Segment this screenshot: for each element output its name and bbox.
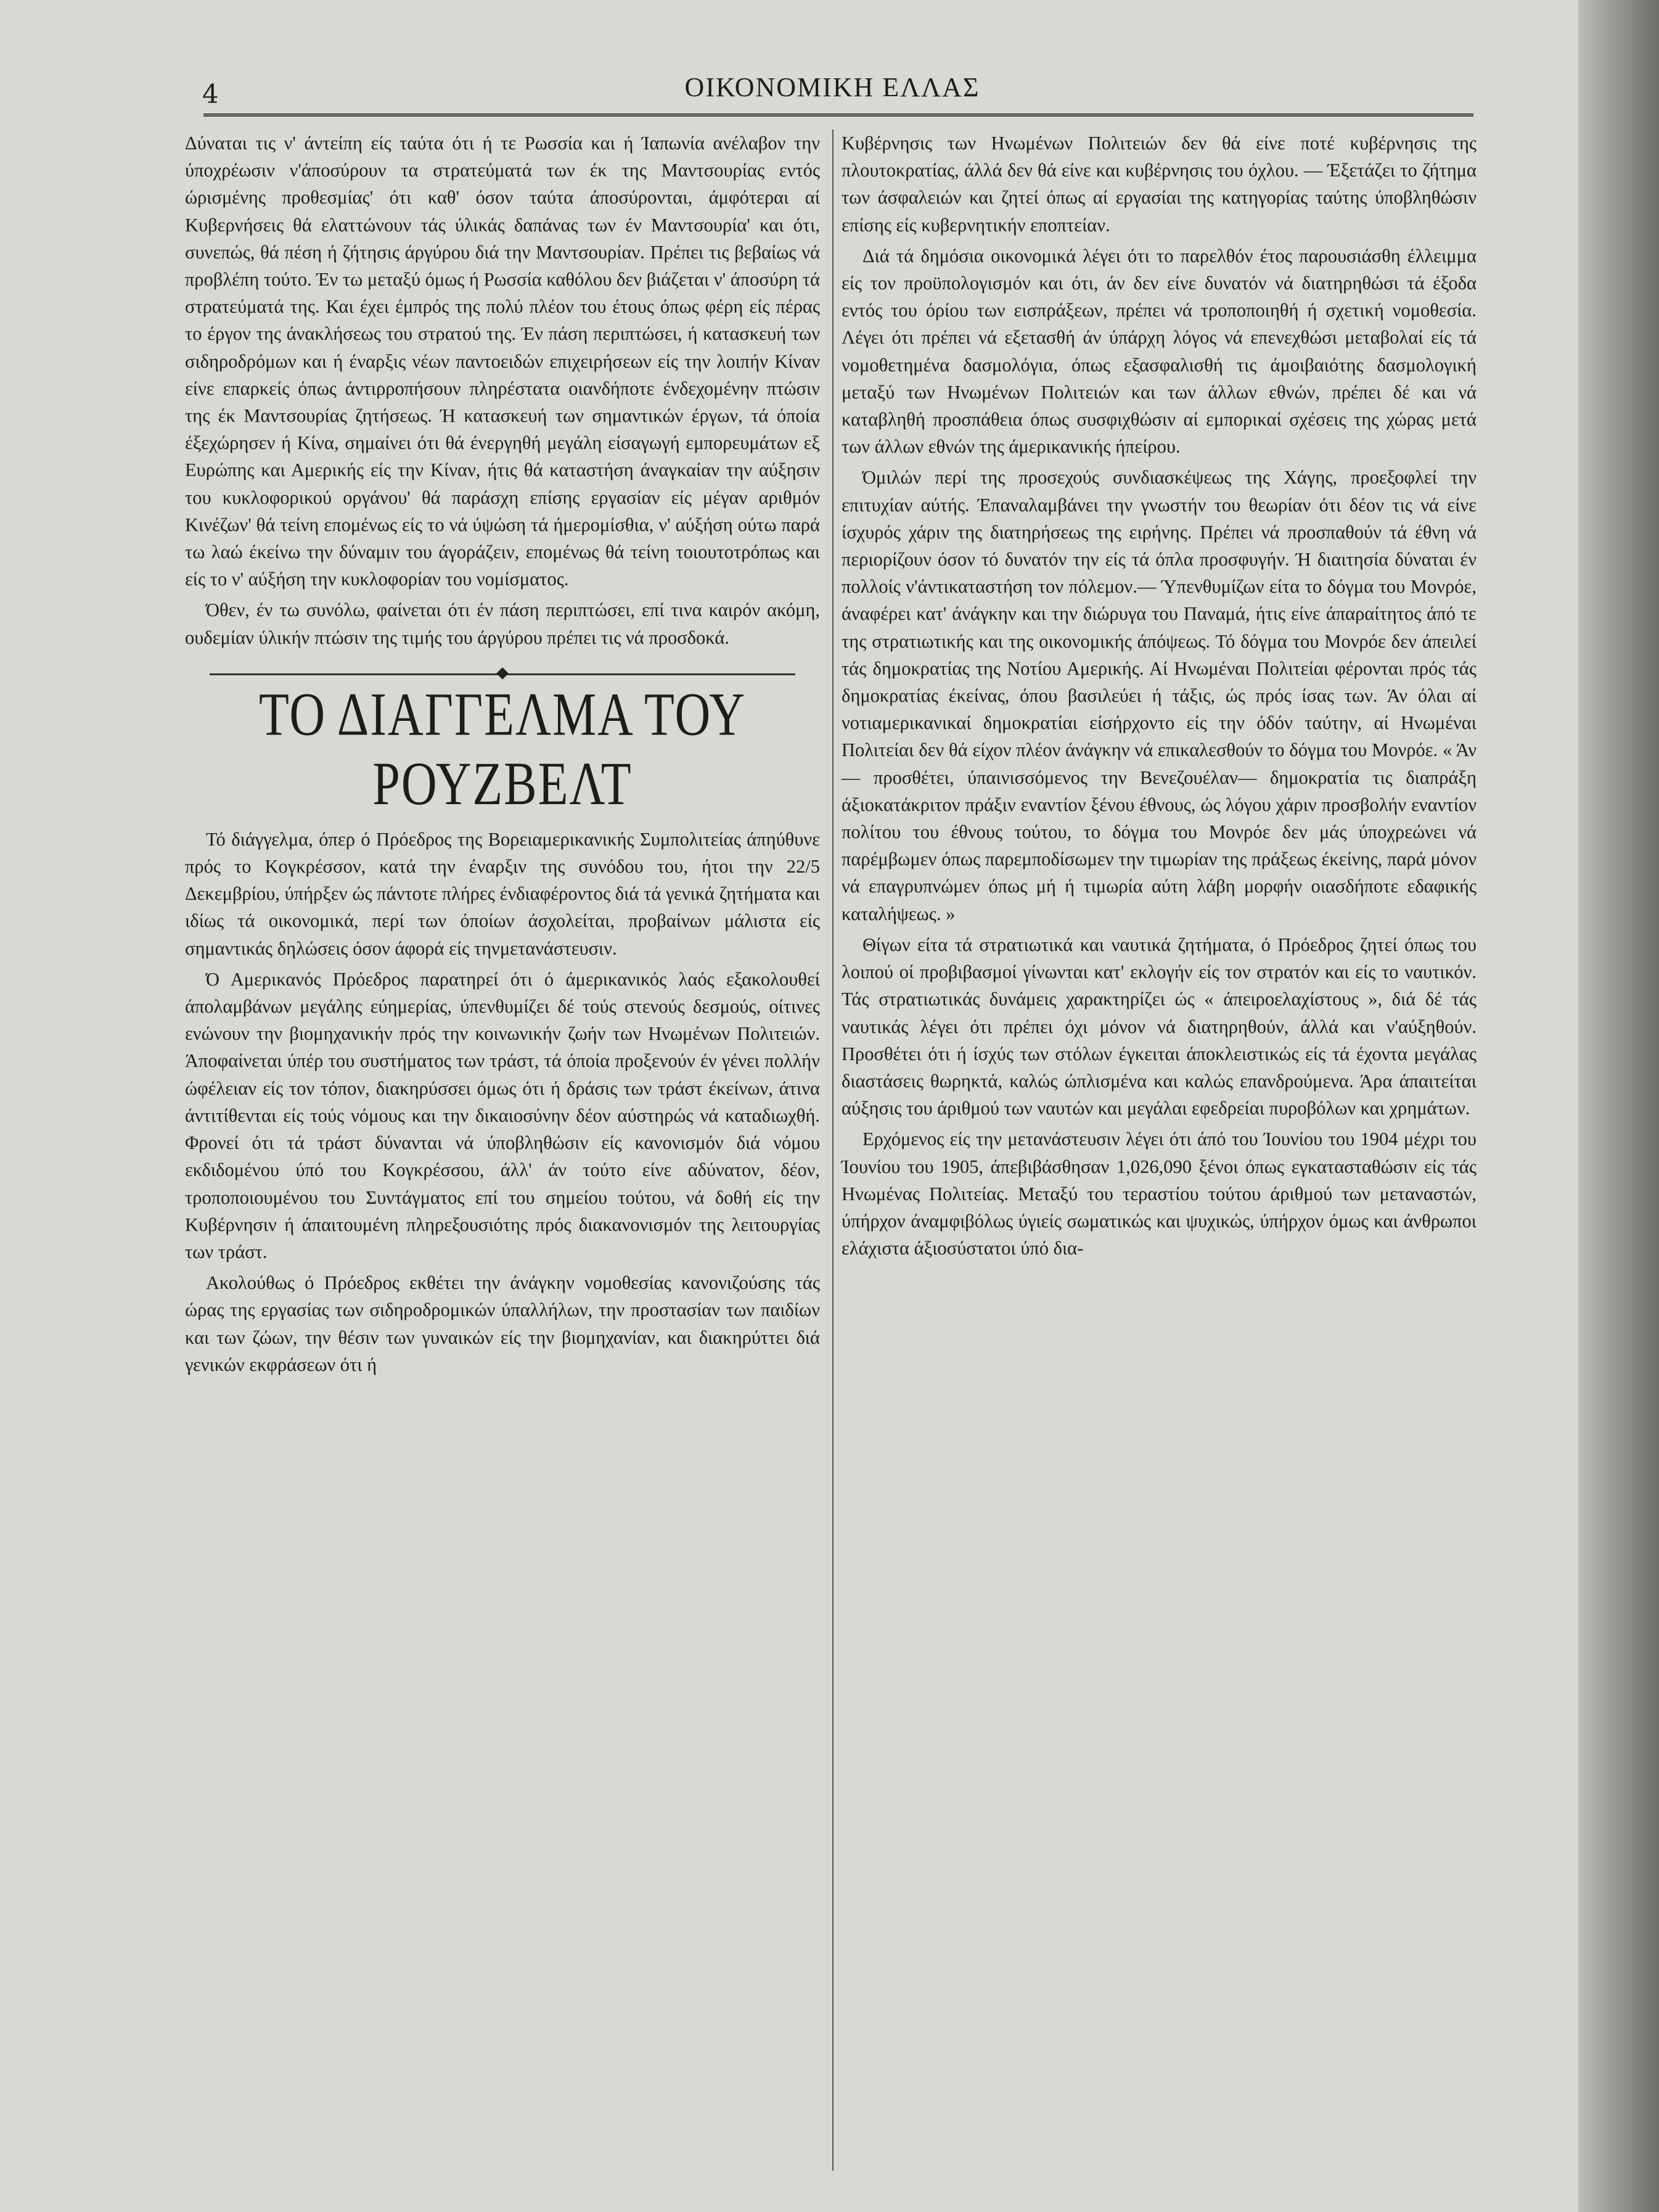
masthead-title: ΟΙΚΟΝΟΜΙΚΗ ΕΛΛΑΣ [684,72,980,102]
page-header [197,67,1467,110]
diamond-ornament-icon [496,667,509,680]
column-divider [832,130,834,2171]
scan-edge [1578,0,1659,2212]
left-column [185,130,820,1378]
article-paragraph: Ακολούθως ό Πρόεδρος εκθέτει την άνάγκην νομοθεσίας κανονιζούσης τάς ώρας της εργασίας των σιδηροδρομικών ύπαλλήλων, την προστασίαν των παιδίων και των ζώων, την θέσιν των γυναικών είς την βιομηχανίαν, και διακηρύττει διά γενικών εκφράσεων ότι ή [185,1272,820,1375]
section-divider [210,673,795,675]
article-paragraph: Κυβέρνησις των Ηνωμένων Πολιτειών δεν θά είνε ποτέ κυβέρνησις της πλουτοκρατίας, άλλά δεν θά είνε και κυβέρνησις του όχλου. — Έξετάζει το ζήτημα των άσφαλειών και ζητεί όπως αί εργασίαι της κατηγορίας ταύτης ύποβληθώσιν επίσης είς κυβερνητικήν εποπτείαν. [842,133,1477,236]
page-number: 4 [202,79,219,109]
right-column [842,130,1477,1262]
article-paragraph: Ερχόμενος είς την μετανάστευσιν λέγει ότι άπό του Ίουνίου του 1904 μέχρι του Ίουνίου του 1905, άπεβιβάσθησαν 1,026,090 ξένοι όπως εγκατασταθώσιν είς τάς Ηνωμένας Πολιτείας. Μεταξύ του τεραστίου τούτου άριθμού των μεταναστών, ύπήρχον άναμφιβόλως ύγιείς σωματικώς και ψυχικώς, ύπήρχον όμως και άνθρωποι ελάχιστα άξιοσύστατοι ύπό δια- [842,1129,1477,1259]
article-paragraph: Ό Αμερικανός Πρόεδρος παρατηρεί ότι ό άμερικανικός λαός εξακολουθεί άπολαμβάνων μεγάλης εύημερίας, ύπενθυμίζει δέ τούς στενούς δεσμούς, οίτινες ενώνουν την βιομηχανικήν πρός την κοινωνικήν ζωήν των Ηνωμένων Πολιτειών. Άποφαίνεται ύπέρ του συστήματος των τράστ, τά όποία προξενούν έν γένει πολλήν ώφέλειαν είς τον τόπον, διακηρύσσει όμως ότι ή δράσις των τράστ έκείνων, άτινα άντιτίθενται είς τούς νόμους και την δικαιοσύνην δέον αύστηρώς νά καταδιωχθή. Φρονεί ότι τά τράστ δύνανται νά ύποβληθώσιν είς κανονισμόν διά νόμου εκδιδομένου ύπό του Κογκρέσσου, άλλ' άν τούτο είνε αδύνατον, δέον, τροποποιουμένου του Συντάγματος επί του σημείου τούτου, νά δοθή είς την Κυβέρνησιν ή άπαιτουμένη πληρεξουσιότης πρός διακανονισμόν της λειτουργίας των τράστ. [185,968,820,1262]
article-paragraph: Όθεν, έν τω συνόλω, φαίνεται ότι έν πάση περιπτώσει, επί τινα καιρόν ακόμη, ουδεμίαν ύλικήν πτώσιν της τιμής του άργύρου πρέπει τις νά προσδοκά. [185,599,820,648]
article-paragraph: Δύναται τις ν' άντείπη είς ταύτα ότι ή τε Ρωσσία και ή Ίαπωνία ανέλαβον την ύποχρέωσιν ν'άποσύρουν τα στρατεύματά των έκ της Μαντσουρίας εντός ώρισμένης προθεσμίας' ότι καθ' όσον ταύτα άποσύρονται, άμφότεραι αί Κυβερνήσεις θά ελαττώνουν τάς ύλικάς δαπάνας των έν Μαντσουρία' και ότι, συνεπώς, θά πέση ή ζήτησις άργύρου διά την Μαντσουρίαν. Πρέπει τις βεβαίως νά προβλέπη τούτο. Έν τω μεταξύ όμως ή Ρωσσία καθόλου δεν βιάζεται ν' άποσύρη τά στρατεύματά της. Και έχει έμπρός της πολύ πλέον του έτους όπως φέρη είς πέρας το έργον της άνακλήσεως του στρατού της. Έν πάση περιπτώσει, ή κατασκευή των σιδηροδρόμων και ή έναρξις νέων παντοειδών επιχειρήσεων είς την λοιπήν Κίναν είνε επαρκείς όπως άντιρροπήσουν πληρέστατα οιανδήποτε ένδεχομένην πτώσιν της έκ Μαντσουρίας ζητήσεως. Ή κατασκευή των σημαντικών έργων, τά όποία έξεχώρησεν ή Κίνα, σημαίνει ότι θά ένεργηθή μεγάλη είσαγωγή εμπορευμάτων εξ Ευρώπης και Αμερικής είς την Κίναν, ήτις θά καταστήση άναγκαίαν την αύξησιν του κυκλοφορικού οργάνου' θά παράσχη επίσης εργασίαν είς μέγαν αριθμόν Κινέζων' θά τείνη επομένως είς το νά ύψώση τά ήμερομίσθια, ν' αύξήση ούτω παρά τω λαώ έκείνω την δύναμιν του άγοράζειν, επομένως θά τείνη τοιουτοτρόπως και είς το ν' αύξήση την κυκλοφορίαν του νομίσματος. [185,133,820,590]
section-title: ΤΟ ΔΙΑΓΓΕΛΜΑ ΤΟΥ ΡΟΥΖΒΕΛΤ [258,680,747,818]
article-paragraph: Όμιλών περί της προσεχούς συνδιασκέψεως της Χάγης, προεξοφλεί την επιτυχίαν αύτής. Έπαναλαμβάνει την γνωστήν του θεωρίαν ότι δέον τις νά είνε ίσχυρός χάριν της διατηρήσεως της ειρήνης. Πρέπει νά προσπαθούν τά έθνη νά περιορίζουν όσον τό δυνατόν την είς τά όπλα προσφυγήν. Ή διαιτησία δύναται έν πολλοίς ν'άντικαταστήση τον πόλεμον.— Ύπενθυμίζων είτα το δόγμα του Μονρόε, άναφέρει κατ' άνάγκην και την διώρυγα του Παναμά, ήτις είνε άπαραίτητος άπό τε της στρατιωτικής και της οικονομικής άπόψεως. Τό δόγμα του Μονρόε δεν άπειλεί τάς δημοκρατίας της Νοτίου Αμερικής. Αί Ηνωμέναι Πολιτείαι φέρονται πρός τάς δημοκρατίας έκείνας, όπου βασιλεύει ή τάξις, ώς πρός ίσας των. Άν όλαι αί νοτιαμερικανικαί δημοκρατίαι είσήρχοντο είς την όδόν ταύτην, αί Ηνωμέναι Πολιτείαι δεν θά είχον πλέον άνάγκην νά επικαλεσθούν το δόγμα του Μονρόε. « Άν — προσθέτει, ύπαινισσόμενος την Βενεζουέλαν— δημοκρατία τις διαπράξη άξιοκατάκριτον πράξιν εναντίον ξένου έθνους, ώς λόγου χάριν προσβολήν εναντίον πολίτου του έθνους τούτου, το δόγμα του Μονρόε δεν μάς ύποχρεώνει νά παρέμβωμεν όπως παρεμποδίσωμεν την τιμωρίαν της πράξεως έκείνης, παρά μόνον νά επαγρυπνώμεν όπως μή ή τιμωρία αύτη λάβη μορφήν οιασδήποτε εδαφικής καταλήψεως. » [842,467,1477,924]
article-paragraph: Θίγων είτα τά στρατιωτικά και ναυτικά ζητήματα, ό Πρόεδρος ζητεί όπως του λοιπού οί προβιβασμοί γίνωνται κατ' εκλογήν είς τον στρατόν και είς το ναυτικόν. Τάς στρατιωτικάς δυνάμεις χαρακτηρίζει ώς « άπειροελαχίστους », διά δέ τάς ναυτικάς λέγει ότι πρέπει όχι μόνον νά διατηρηθούν, άλλά και ν'αύξηθούν. Προσθέτει ότι ή ίσχύς των στόλων έγκειται άποκλειστικώς είς τά έχοντα μεγάλας διαστάσεις θωρηκτά, καλώς ώπλισμένα και καλώς επανδρούμενα. Άρα άπαιτείται αύξησις του άριθμού των ναυτών και μεγάλαι εφεδρείαι πυροβόλων και χρημάτων. [842,934,1477,1119]
article-paragraph: Τό διάγγελμα, όπερ ό Πρόεδρος της Βορειαμερικανικής Συμπολιτείας άπηύθυνε πρός το Κογκρέσσον, κατά την έναρξιν της συνόδου του, ήτοι την 22/5 Δεκεμβρίου, ύπήρξεν ώς πάντοτε πλήρες ένδιαφέροντος διά τά γενικά ζητήματα και ιδίως τά οικονομικά, περί των όποίων άσχολείται, προβαίνων μάλιστα είς σημαντικάς δηλώσεις όσον άφορά είς τηνμετανάστευσιν. [185,828,820,959]
header-rule [203,113,1473,117]
article-paragraph: Διά τά δημόσια οικονομικά λέγει ότι το παρελθόν έτος παρουσιάσθη έλλειμμα είς τον προϋπολογισμόν και ότι, άν δεν είνε δυνατόν νά διατηρηθώσι τά έξοδα εντός του όρίου των εισπράξεων, πρέπει νά τροποποιηθή ή σχετική νομοθεσία. Λέγει ότι πρέπει νά εξετασθή άν ύπάρχη λόγος νά επενεχθώσι μεταβολαί είς τά νομοθετημένα δασμολόγια, όπως εξασφαλισθή τις άμοιβαιότης δασμολογική μεταξύ των Ηνωμένων Πολιτειών και των άλλων εθνών, πρέπει δέ και νά καταβληθή προσπάθεια όπως συσφιχθώσιν αί εμπορικαί σχέσεις της χώρας μετά των άλλων εθνών της άμερικανικής ήπείρου. [842,245,1477,458]
